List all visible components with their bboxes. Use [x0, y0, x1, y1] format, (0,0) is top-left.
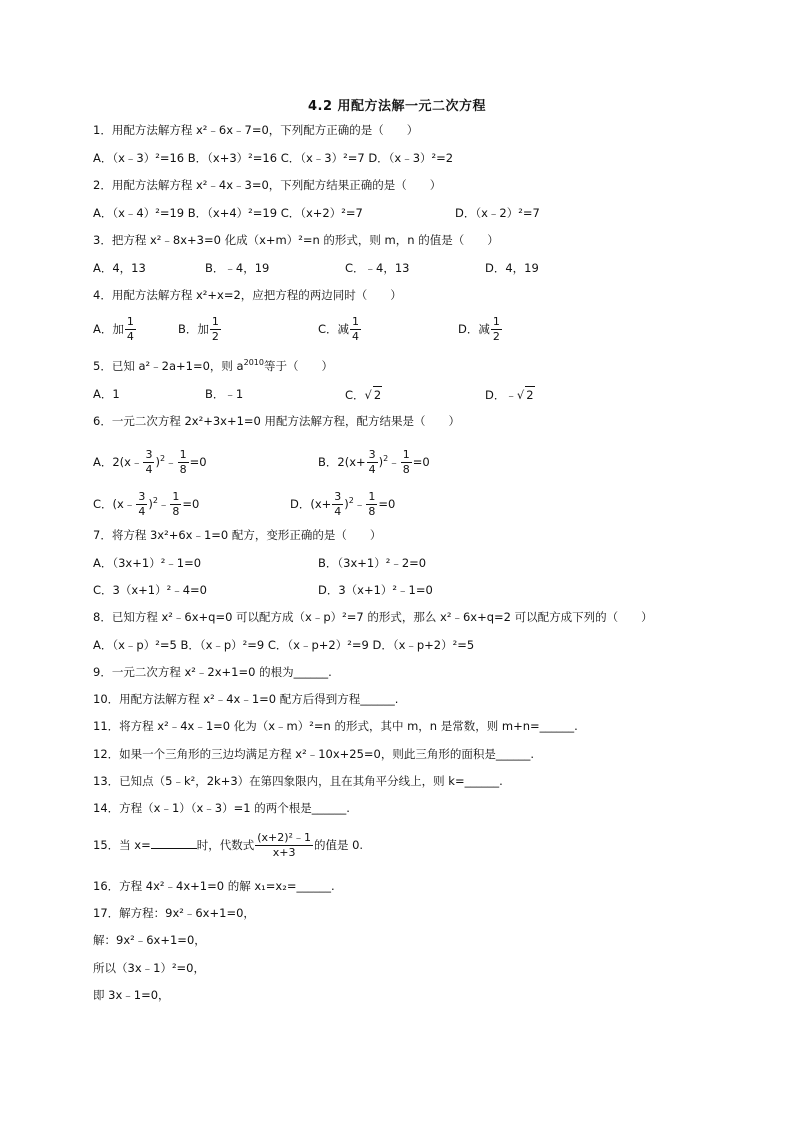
numerator: 1 [402, 448, 410, 461]
question-17-step-3: 即 3x﹣1=0， [93, 988, 170, 1002]
fraction [143, 448, 154, 477]
option-prefix: B．2(x+ [318, 455, 366, 469]
question-7-option-d: D．3（x+1）²﹣1=0 [318, 583, 433, 597]
option-prefix: D．(x+ [290, 497, 332, 511]
paren: ) [378, 455, 384, 469]
fraction [178, 448, 189, 477]
question-2-option-d: D．（x﹣2）²=7 [455, 206, 540, 220]
fraction [125, 315, 136, 344]
question-8-stem: 8．已知方程 x²﹣6x+q=0 可以配方成（x﹣p）²=7 的形式，那么 x²﹣6x+q=2 可以配方成下列的（ ） [93, 610, 653, 624]
question-15 [93, 831, 363, 860]
numerator: 1 [172, 490, 180, 503]
exponent: 2 [159, 454, 166, 464]
operator: ﹣ [165, 455, 177, 469]
denominator: 4 [334, 505, 342, 518]
question-2-options-abc: A．（x﹣4）²=19 B．（x+4）²=19 C．（x+2）²=7 [93, 206, 363, 220]
numerator: 3 [138, 490, 146, 503]
question-11: 11．将方程 x²﹣4x﹣1=0 化为（x﹣m）²=n 的形式，其中 m，n 是常数，则 m+n=______. [93, 719, 578, 733]
denominator: x+3 [272, 846, 296, 859]
question-7-option-a: A．（3x+1）²﹣1=0 [93, 556, 202, 570]
radicand: 2 [373, 388, 382, 402]
question-16: 16．方程 4x²﹣4x+1=0 的解 x₁=x₂=______. [93, 879, 335, 893]
question-1-options: A．（x﹣3）²=16 B．（x+3）²=16 C．（x﹣3）²=7 D．（x﹣3）²=2 [93, 151, 454, 165]
question-5-option-c [345, 386, 382, 403]
equals: =0 [378, 497, 396, 511]
denominator: 8 [368, 505, 376, 518]
stem-text: 5．已知 a²﹣2a+1=0，则 a [93, 359, 244, 373]
numerator: 3 [368, 448, 376, 461]
denominator: 8 [179, 463, 187, 476]
question-5-option-d [485, 386, 535, 403]
numerator: 1 [352, 315, 360, 328]
fraction [255, 831, 313, 860]
question-5-stem [93, 358, 333, 374]
fraction [210, 315, 221, 344]
operator: ﹣ [353, 497, 366, 511]
paren: ) [344, 497, 349, 511]
option-prefix: B．加 [178, 322, 209, 336]
question-3-option-c: C．﹣4，13 [345, 261, 410, 275]
question-13: 13．已知点（5﹣k²，2k+3）在第四象限内，且在其角平分线上，则 k=______. [93, 774, 503, 788]
option-prefix: D．﹣ [485, 388, 517, 402]
fraction [491, 315, 502, 344]
option-prefix: A．加 [93, 322, 124, 336]
question-3-option-b: B．﹣4，19 [205, 261, 270, 275]
numerator: 1 [179, 448, 187, 461]
denominator: 2 [492, 330, 500, 343]
numerator: 3 [145, 448, 153, 461]
fraction [332, 490, 343, 519]
exponent: 2 [152, 496, 158, 506]
paren: ) [155, 455, 160, 469]
question-7-stem: 7．将方程 3x²+6x﹣1=0 配方，变形正确的是（ ） [93, 528, 382, 542]
question-17-step-2: 所以（3x﹣1）²=0， [93, 961, 206, 975]
radicand: 2 [526, 388, 534, 402]
stem-text: 的值是 0. [313, 838, 364, 852]
denominator: 2 [211, 330, 219, 343]
fraction [170, 490, 181, 519]
question-3-option-a: A．4，13 [93, 261, 146, 275]
question-6-option-b [318, 448, 430, 477]
equals: =0 [182, 497, 200, 511]
exponent: 2010 [243, 358, 264, 368]
stem-text: 等于（ ） [263, 359, 333, 373]
sqrt-icon: √ [364, 388, 372, 402]
paren: ) [148, 497, 153, 511]
denominator: 4 [138, 505, 146, 518]
question-6-option-d [290, 490, 395, 519]
answer-blank [151, 837, 197, 849]
numerator: (x+2)²﹣1 [257, 831, 311, 844]
operator: ﹣ [388, 455, 400, 469]
question-9: 9．一元二次方程 x²﹣2x+1=0 的根为______. [93, 665, 332, 679]
stem-text: 时，代数式 [196, 838, 255, 852]
denominator: 4 [352, 330, 360, 343]
question-3-stem: 3．把方程 x²﹣8x+3=0 化成（x+m）²=n 的形式，则 m，n 的值是（ ） [93, 233, 499, 247]
question-1-stem: 1．用配方法解方程 x²﹣6x﹣7=0，下列配方正确的是（ ） [93, 123, 419, 137]
option-prefix: A．2(x﹣ [93, 455, 143, 469]
question-6-option-a [93, 448, 207, 477]
exponent: 2 [383, 454, 389, 464]
question-6-option-c [93, 490, 199, 519]
question-7-option-c: C．3（x+1）²﹣4=0 [93, 583, 207, 597]
question-2-stem: 2．用配方法解方程 x²﹣4x﹣3=0，下列配方结果正确的是（ ） [93, 178, 442, 192]
question-5-option-b: B．﹣1 [205, 387, 244, 401]
denominator: 8 [172, 505, 180, 518]
numerator: 1 [126, 315, 134, 328]
question-17-step-1: 解：9x²﹣6x+1=0， [93, 933, 206, 947]
fraction [367, 448, 378, 477]
fraction [350, 315, 361, 344]
question-6-stem: 6．一元二次方程 2x²+3x+1=0 用配方法解方程，配方结果是（ ） [93, 414, 461, 428]
denominator: 8 [402, 463, 410, 476]
denominator: 4 [368, 463, 376, 476]
question-17-stem: 17．解方程：9x²﹣6x+1=0， [93, 906, 255, 920]
numerator: 1 [368, 490, 376, 503]
question-4-stem: 4．用配方法解方程 x²+x=2，应把方程的两边同时（ ） [93, 288, 402, 302]
denominator: 4 [145, 463, 153, 476]
question-4-option-b [178, 315, 222, 344]
fraction [401, 448, 412, 477]
option-prefix: D．减 [458, 322, 490, 336]
stem-text: 15．当 x= [93, 838, 151, 852]
fraction [136, 490, 147, 519]
question-4-option-a [93, 315, 137, 344]
numerator: 1 [492, 315, 500, 328]
fraction [366, 490, 377, 519]
numerator: 3 [334, 490, 342, 503]
question-5-option-a: A．1 [93, 387, 120, 401]
question-7-option-b: B．（3x+1）²﹣2=0 [318, 556, 427, 570]
question-4-option-c [318, 315, 362, 344]
exponent: 2 [348, 496, 354, 506]
numerator: 1 [211, 315, 219, 328]
option-prefix: C．减 [318, 322, 350, 336]
option-prefix: C．(x﹣ [93, 497, 136, 511]
question-4-option-d [458, 315, 503, 344]
question-14: 14．方程（x﹣1）（x﹣3）=1 的两个根是______. [93, 801, 350, 815]
equals: =0 [412, 455, 430, 469]
question-10: 10．用配方法解方程 x²﹣4x﹣1=0 配方后得到方程______. [93, 692, 399, 706]
sqrt-icon: √ [516, 388, 525, 402]
equals: =0 [189, 455, 207, 469]
denominator: 4 [126, 330, 134, 343]
option-prefix: C． [345, 388, 365, 402]
operator: ﹣ [157, 497, 170, 511]
question-8-options: A．（x﹣p）²=5 B．（x﹣p）²=9 C．（x﹣p+2）²=9 D．（x﹣p+2）²=5 [93, 638, 475, 652]
page-title: 4.2 用配方法解一元二次方程 [307, 99, 487, 114]
question-12: 12．如果一个三角形的三边均满足方程 x²﹣10x+25=0，则此三角形的面积是______. [93, 747, 535, 761]
question-3-option-d: D．4，19 [485, 261, 539, 275]
